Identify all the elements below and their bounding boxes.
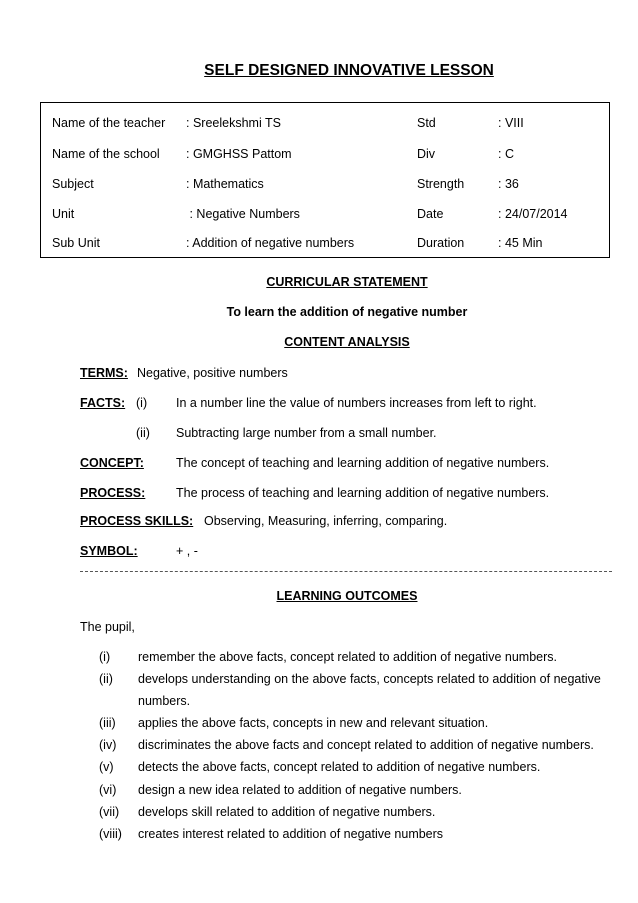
fact-text: Subtracting large number from a small number. <box>176 426 437 440</box>
info-label-subunit: Sub Unit <box>52 236 100 250</box>
outcome-text: design a new idea related to addition of negative numbers. <box>138 783 462 797</box>
process-text: The process of teaching and learning addition of negative numbers. <box>176 486 550 500</box>
outcome-number: (viii) <box>99 827 122 841</box>
info-label-subject: Subject <box>52 177 94 191</box>
info-value-date: : 24/07/2014 <box>498 207 568 221</box>
info-label-unit: Unit <box>52 207 75 221</box>
symbol-text: + , - <box>176 544 198 558</box>
learning-outcomes-heading: LEARNING OUTCOMES <box>276 589 418 603</box>
outcome-text: applies the above facts, concepts in new and relevant situation. <box>138 716 489 730</box>
info-value-school: : GMGHSS Pattom <box>186 147 292 161</box>
outcome-text: develops understanding on the above facts, concepts related to addition of negative <box>138 672 601 686</box>
outcome-number: (v) <box>99 760 114 774</box>
info-value-std: : VIII <box>498 116 524 130</box>
info-value-subunit: : Addition of negative numbers <box>186 236 355 250</box>
info-value-div: : C <box>498 147 514 161</box>
outcome-text: develops skill related to addition of negative numbers. <box>138 805 436 819</box>
concept-label: CONCEPT: <box>80 456 144 470</box>
curricular-heading: CURRICULAR STATEMENT <box>266 275 428 289</box>
info-label-school: Name of the school <box>52 147 160 161</box>
curricular-statement: To learn the addition of negative number <box>226 305 468 319</box>
fact-number: (i) <box>136 396 148 410</box>
info-value-strength: : 36 <box>498 177 519 191</box>
outcome-text: creates interest related to addition of negative numbers <box>138 827 444 841</box>
section-divider <box>80 571 612 572</box>
symbol-label: SYMBOL: <box>80 544 138 558</box>
info-label-duration: Duration <box>417 236 465 250</box>
outcomes-intro: The pupil, <box>80 620 135 634</box>
concept-text: The concept of teaching and learning addition of negative numbers. <box>176 456 550 470</box>
terms-label: TERMS: <box>80 366 128 380</box>
outcome-number: (vi) <box>99 783 117 797</box>
info-label-std: Std <box>417 116 436 130</box>
process-skills-text: Observing, Measuring, inferring, comparing. <box>204 514 448 528</box>
outcome-number: (vii) <box>99 805 120 819</box>
info-value-teacher: : Sreelekshmi TS <box>186 116 281 130</box>
info-label-teacher: Name of the teacher <box>52 116 166 130</box>
fact-number: (ii) <box>136 426 150 440</box>
outcome-number: (iii) <box>99 716 116 730</box>
info-value-unit: : Negative Numbers <box>186 207 300 221</box>
outcome-number: (iv) <box>99 738 117 752</box>
lesson-info-table <box>40 102 610 258</box>
terms-text: Negative, positive numbers <box>137 366 288 380</box>
outcome-text: remember the above facts, concept related to addition of negative numbers. <box>138 650 557 664</box>
content-analysis-heading: CONTENT ANALYSIS <box>284 335 410 349</box>
info-value-subject: : Mathematics <box>186 177 264 191</box>
page-title: SELF DESIGNED INNOVATIVE LESSON <box>204 62 494 79</box>
outcome-number: (i) <box>99 650 111 664</box>
info-value-duration: : 45 Min <box>498 236 543 250</box>
info-label-date: Date <box>417 207 444 221</box>
outcome-text-continued: numbers. <box>138 694 191 708</box>
outcome-number: (ii) <box>99 672 113 686</box>
outcome-text: detects the above facts, concept related to addition of negative numbers. <box>138 760 541 774</box>
outcome-text: discriminates the above facts and concept related to addition of negative numbers. <box>138 738 594 752</box>
facts-label: FACTS: <box>80 396 126 410</box>
process-label: PROCESS: <box>80 486 146 500</box>
fact-text: In a number line the value of numbers increases from left to right. <box>176 396 537 410</box>
info-label-strength: Strength <box>417 177 465 191</box>
process-skills-label: PROCESS SKILLS: <box>80 514 194 528</box>
info-label-div: Div <box>417 147 436 161</box>
